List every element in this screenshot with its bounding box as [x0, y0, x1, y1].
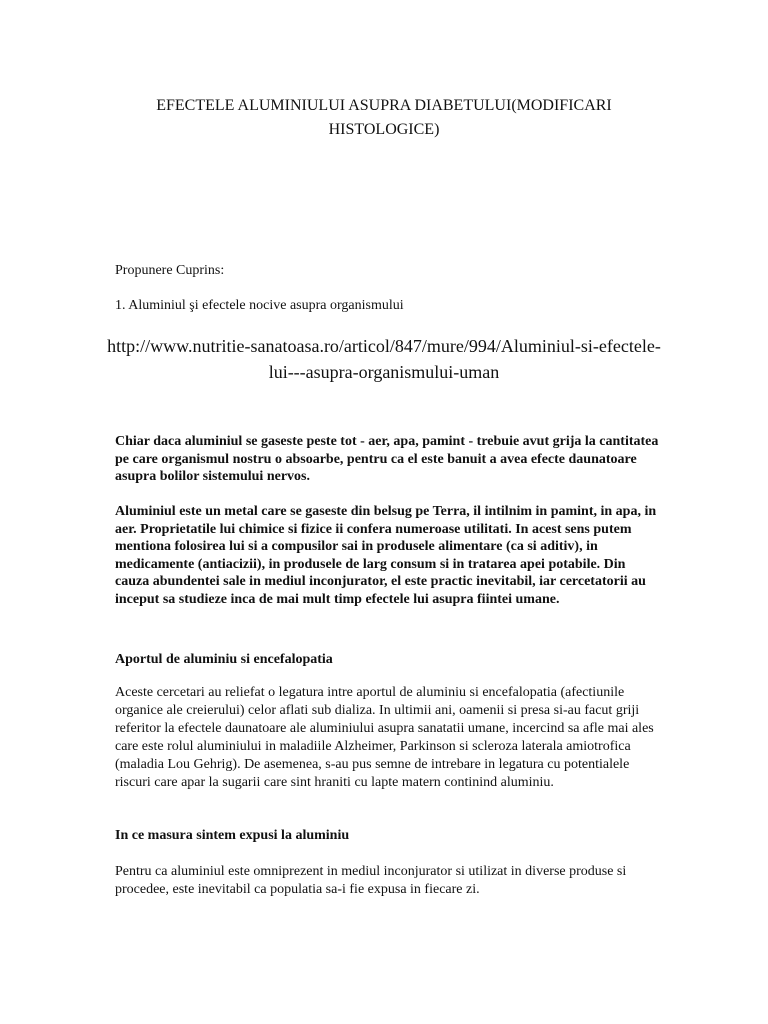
body-paragraph-4: Pentru ca aluminiul este omniprezent in mediul inconjurator si utilizat in diverse produse si procedee, este inevitabil ca populatia sa-i fie expusa in fiecare zi.	[115, 864, 627, 897]
document-title: EFECTELE ALUMINIULUI ASUPRA DIABETULUI(MODIFICARI HISTOLOGICE)	[156, 97, 612, 138]
section-heading-encefalopatia: Aportul de aluminiu si encefalopatia	[115, 652, 333, 667]
section-heading-expunere: In ce masura sintem expusi la aluminiu	[115, 828, 350, 843]
outline-label: Propunere Cuprins:	[115, 263, 225, 278]
body-paragraph-2: Aluminiul este un metal care se gaseste din belsug pe Terra, il intilnim in pamint, in apa, in aer. Proprietatile lui chimice si fizice ii confera numeroase utilitati. In acest sens putem mentiona folosirea lui si a compusilor sai in produsele alimentare (ca si aditiv), in medicamente (antiacizii), in produsele de larg consum si in tratarea apei potabile. Din cauza abundentei sale in mediul inconjurator, el este practic inevitabil, iar cercetatorii au inceput sa studieze inca de mai mult timp efectele lui asupra fiintei umane.	[115, 504, 657, 607]
body-paragraph-3: Aceste cercetari au reliefat o legatura intre aportul de aluminiu si encefalopatia (afectiunile organice ale creierului) celor aflati sub dializa. In ultimii ani, oamenii si presa si-au facut griji referitor la efectele daunatoare ale aluminiului asupra sanatatii umane, incercind sa afle mai ales care este rolul aluminiului in maladiile Alzheimer, Parkinson si scleroza laterala amiotrofica (maladia Lou Gehrig). De asemenea, s-au pus semne de intrebare in legatura cu potentialele riscuri care apar la sugarii care sint hraniti cu lapte matern continind aluminiu.	[115, 685, 654, 790]
outline-item-1: 1. Aluminiul şi efectele nocive asupra organismului	[115, 298, 404, 313]
intro-paragraph: Chiar daca aluminiul se gaseste peste tot - aer, apa, pamint - trebuie avut grija la cantitatea pe care organismul nostru o absoarbe, pentru ca el este banuit a avea efecte daunatoare asupra bolilor sistemului nervos.	[115, 434, 659, 484]
source-url-link[interactable]: http://www.nutritie-sanatoasa.ro/articol/847/mure/994/Aluminiul-si-efectele-lui---asupra-organismului-uman	[107, 336, 661, 382]
